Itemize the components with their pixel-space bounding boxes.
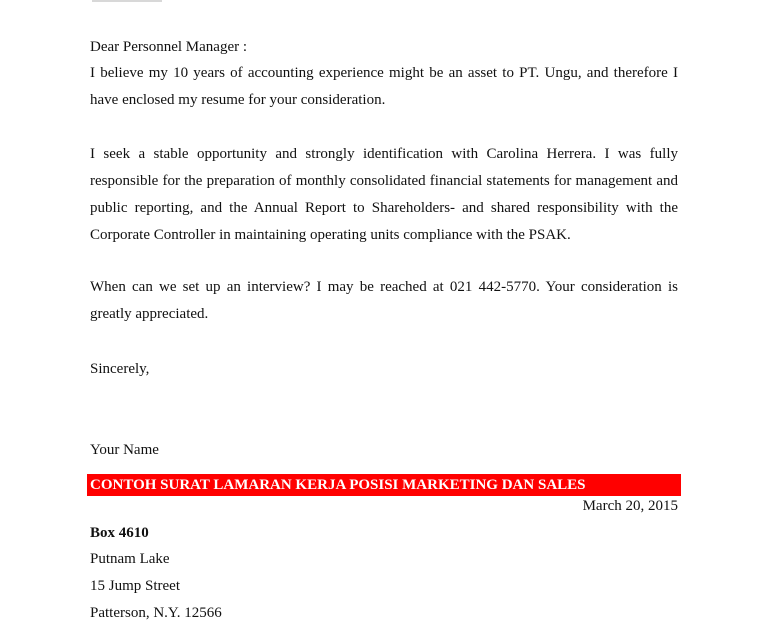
paragraph-interview: When can we set up an interview? I may be reached at 021 442-5770. Your consideration is greatly appreciated. (90, 279, 678, 322)
address-box: Box 4610 (90, 525, 149, 541)
signature-name: Your Name (90, 442, 159, 458)
paragraph-responsibilities: I seek a stable opportunity and strongly identification with Carolina Herrera. I was fully responsible for the preparation of monthly consolidated financial statements for management and public reporting, and the Annual Report to Shareholders- and shared responsibility with the Corporate Controller in maintaining operating units compliance with the PSAK. (90, 146, 678, 243)
top-divider (92, 0, 162, 2)
letter-date: March 20, 2015 (582, 498, 678, 514)
section-title-banner: CONTOH SURAT LAMARAN KERJA POSISI MARKETING DAN SALES (87, 474, 681, 496)
address-line-2: 15 Jump Street (90, 578, 180, 594)
closing: Sincerely, (90, 361, 150, 377)
address-line-3: Patterson, N.Y. 12566 (90, 605, 222, 621)
address-line-1: Putnam Lake (90, 551, 170, 567)
salutation: Dear Personnel Manager : (90, 39, 248, 55)
paragraph-experience: I believe my 10 years of accounting experience might be an asset to PT. Ungu, and therefore I have enclosed my resume for your consideration. (90, 65, 678, 108)
